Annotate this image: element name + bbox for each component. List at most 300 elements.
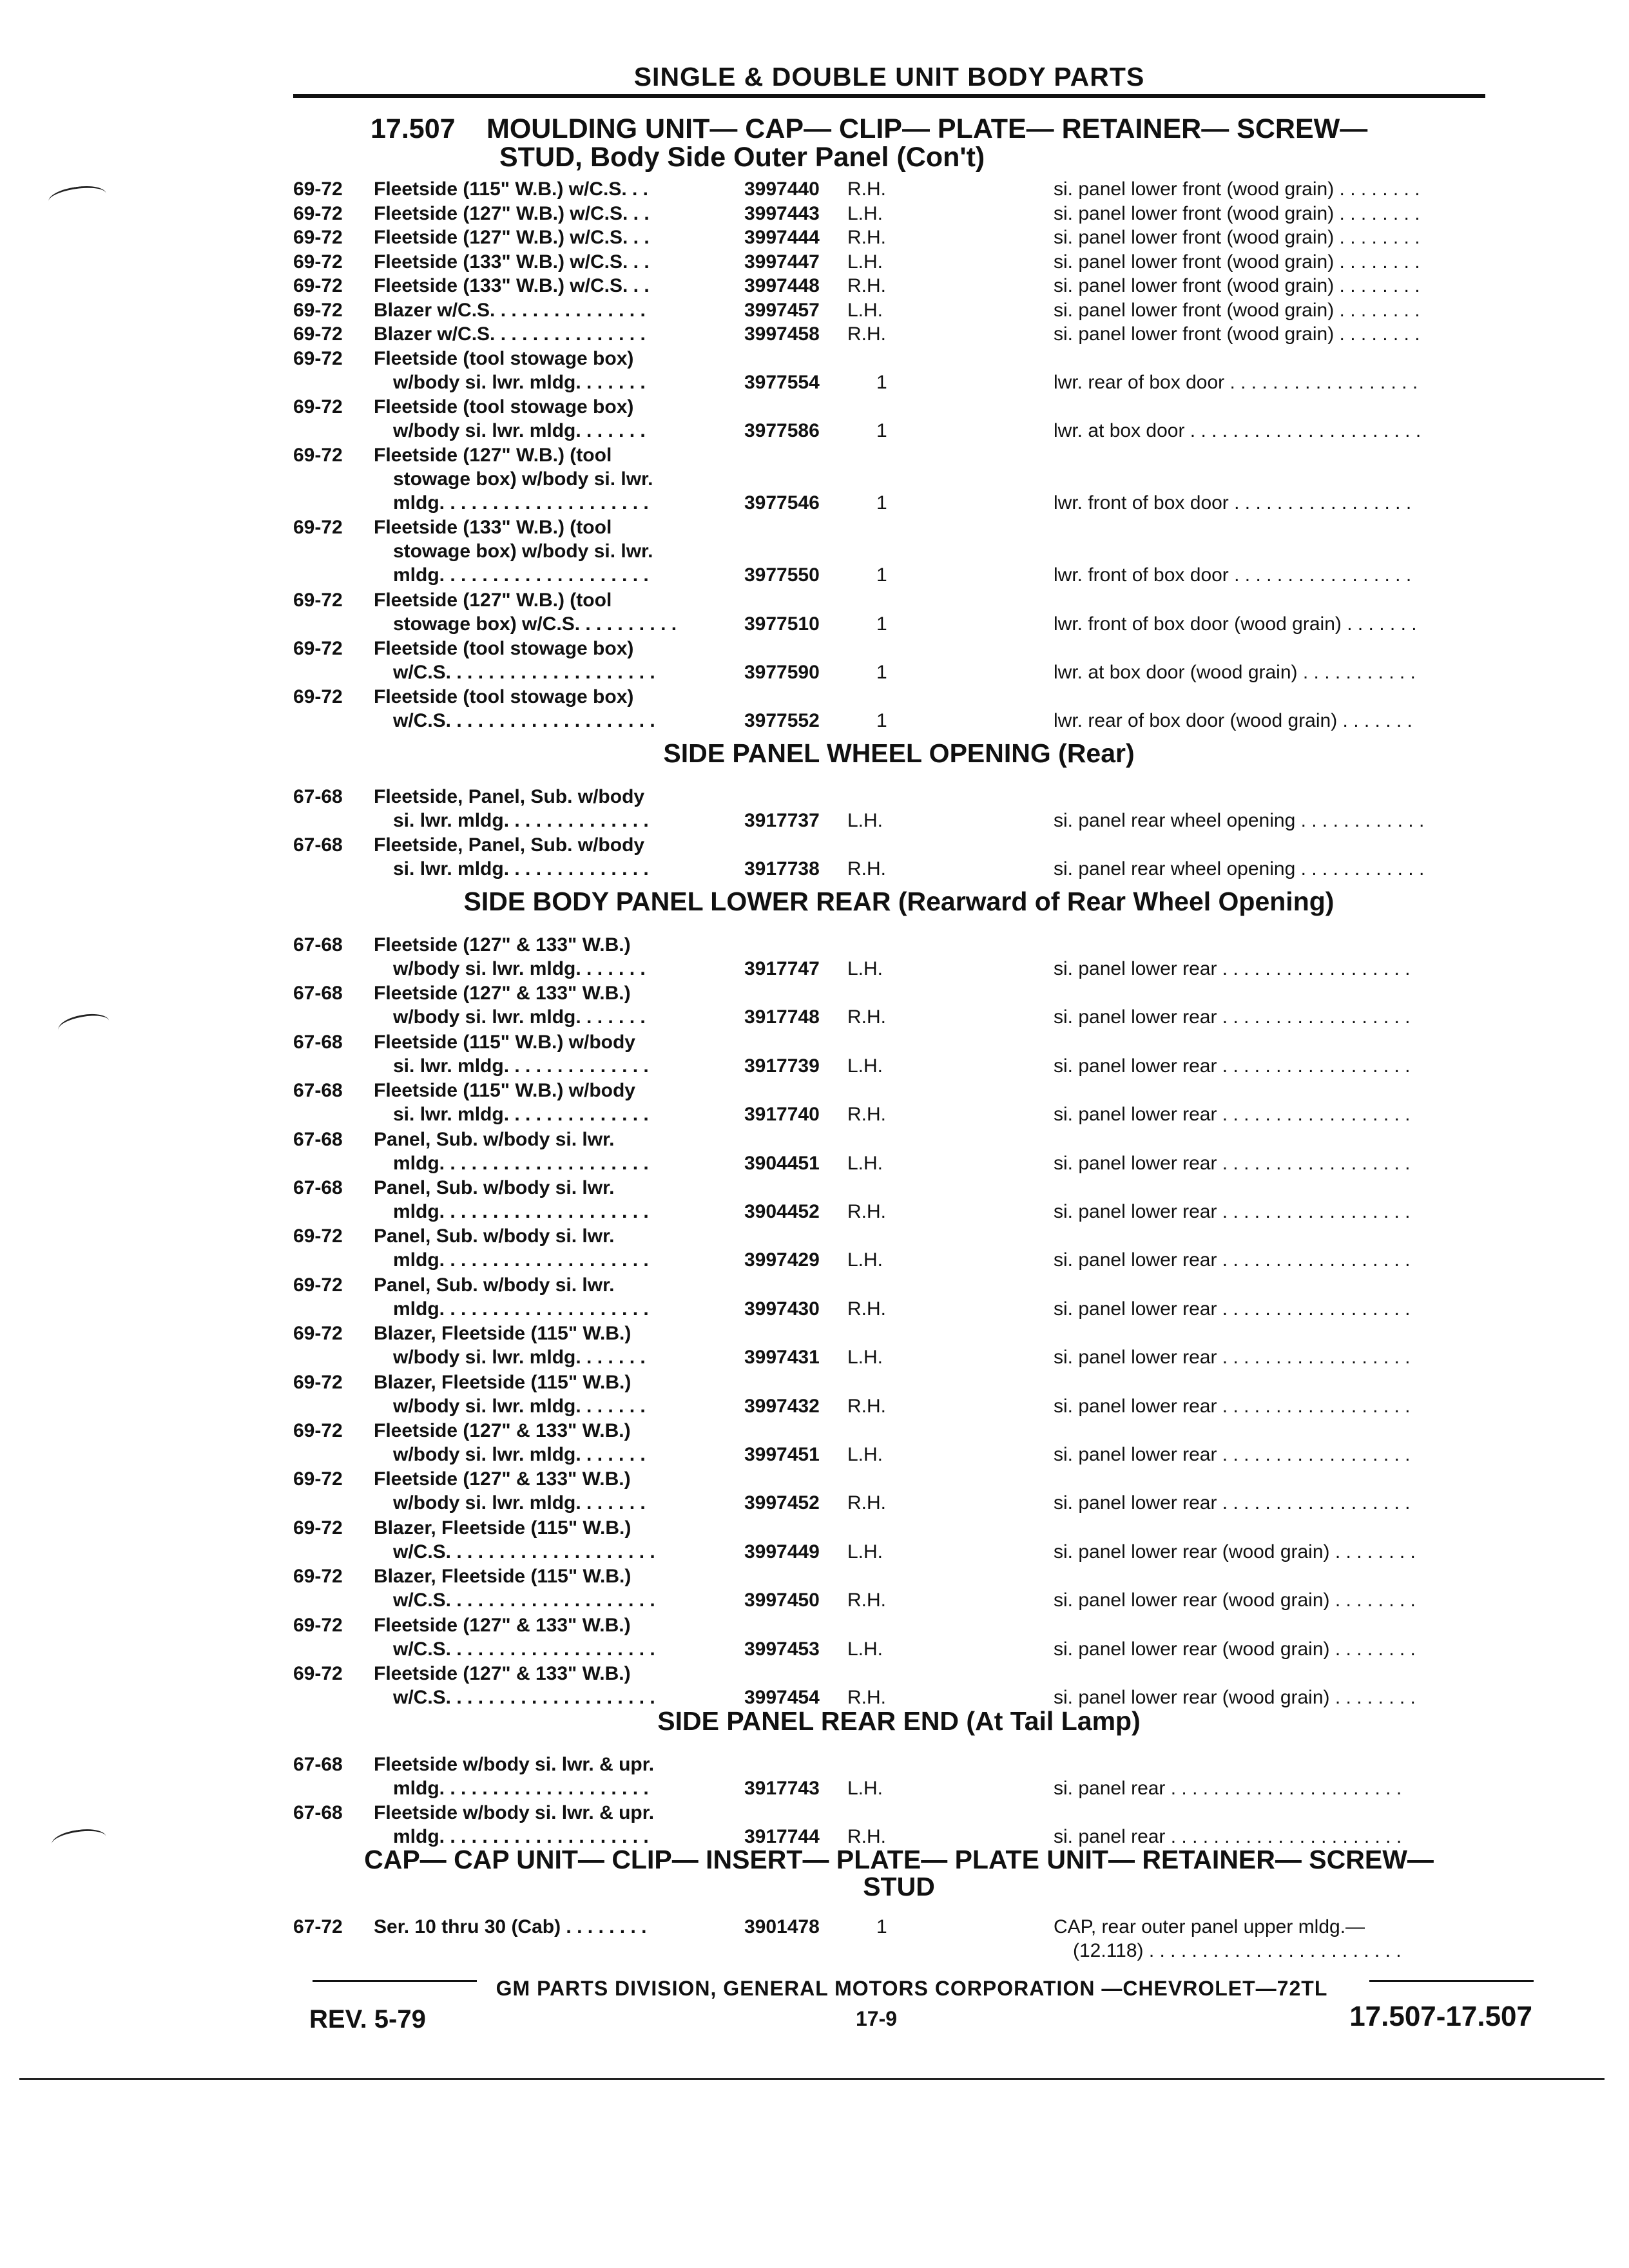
entry-years: 67-68 [293, 1177, 343, 1198]
part-entry [293, 933, 1530, 981]
entry-description: Blazer, Fleetside (115" W.B.) [374, 1517, 631, 1539]
entry-description: w/body si. lwr. mldg. . . . . . . [393, 1492, 646, 1514]
entry-part-number: 3901478 [744, 1916, 820, 1937]
entry-quantity: 1 [876, 1916, 887, 1937]
entry-line [293, 1394, 1530, 1418]
entry-line [293, 1419, 1530, 1443]
entry-line [293, 957, 1530, 981]
entry-part-number: 3997447 [744, 251, 820, 273]
part-entry [293, 395, 1530, 443]
entry-side: L.H. [847, 1249, 883, 1271]
entry-part-name: lwr. front of box door . . . . . . . . . . . . . . . . . [1054, 492, 1412, 514]
entry-line [293, 785, 1530, 809]
entry-side: L.H. [847, 958, 883, 979]
entry-line [293, 1613, 1530, 1637]
entry-description: w/C.S. . . . . . . . . . . . . . . . . . . . [393, 1541, 655, 1562]
entry-years: 69-72 [293, 444, 343, 466]
entry-line [293, 1564, 1530, 1588]
entry-part-number: 3997429 [744, 1249, 820, 1271]
entry-side: R.H. [847, 1006, 886, 1028]
entry-years: 69-72 [293, 1663, 343, 1684]
entry-part-name: lwr. rear of box door (wood grain) . . . . . . . [1054, 709, 1412, 731]
subheading-lower-rear: SIDE BODY PANEL LOWER REAR (Rearward of Rear Wheel Opening) [463, 887, 1335, 916]
entry-years: 67-72 [293, 1916, 343, 1937]
section-heading [371, 115, 1530, 171]
entry-description: w/body si. lwr. mldg. . . . . . . [393, 1006, 646, 1028]
entry-side: L.H. [847, 1638, 883, 1660]
entry-part-number: 3917737 [744, 810, 820, 831]
entry-line [293, 202, 1530, 226]
entry-part-number: 3977510 [744, 613, 820, 635]
part-entry [293, 1467, 1530, 1515]
part-entry [293, 785, 1530, 832]
entry-part-name: si. panel lower rear . . . . . . . . . . . . . . . . . . [1054, 1347, 1411, 1369]
entry-side: R.H. [847, 1298, 886, 1320]
entry-part-number: 3997449 [744, 1541, 820, 1562]
entry-years: 67-68 [293, 786, 343, 807]
part-entry [293, 1176, 1530, 1224]
entry-part-number: 3917747 [744, 958, 820, 979]
entry-description: w/body si. lwr. mldg. . . . . . . [393, 1444, 646, 1465]
entry-part-number: 3977590 [744, 661, 820, 683]
entry-line [293, 1079, 1530, 1102]
entry-line [293, 467, 1530, 491]
entry-part-number: 3904452 [744, 1201, 820, 1222]
entry-line [293, 419, 1530, 443]
subheading-cap-unit [293, 1846, 1505, 1900]
entry-line [293, 1248, 1530, 1272]
entry-description: Panel, Sub. w/body si. lwr. [374, 1225, 615, 1247]
entry-years: 69-72 [293, 1323, 343, 1345]
entry-line [293, 1939, 1530, 1963]
entry-description: mldg. . . . . . . . . . . . . . . . . . . . [393, 1826, 649, 1847]
entry-part-name: si. panel rear . . . . . . . . . . . . . . . . . . . . . . [1054, 1778, 1402, 1799]
entry-part-number: 3997443 [744, 202, 820, 224]
section-title-line2: STUD, Body Side Outer Panel (Con't) [499, 142, 985, 173]
entry-side: R.H. [847, 178, 886, 200]
entry-side: R.H. [847, 1687, 886, 1708]
entry-side: R.H. [847, 858, 886, 879]
entry-line [293, 1005, 1530, 1029]
entry-part-number: 3997457 [744, 299, 820, 321]
entry-part-name: si. panel lower rear . . . . . . . . . . . . . . . . . . [1054, 1395, 1411, 1417]
entry-part-number: 3997448 [744, 275, 820, 296]
entry-part-name: si. panel lower front (wood grain) . . . . . . . . [1054, 275, 1420, 296]
entry-part-name: lwr. front of box door . . . . . . . . . . . . . . . . . [1054, 564, 1412, 586]
entry-years: 69-72 [293, 589, 343, 611]
entry-description: Fleetside (133" W.B.) w/C.S. . . [374, 251, 650, 273]
entry-description: si. lwr. mldg. . . . . . . . . . . . . . [393, 810, 649, 831]
entry-part-number: 3917738 [744, 858, 820, 879]
entry-line [293, 1128, 1530, 1151]
entry-part-number: 3997444 [744, 227, 820, 248]
entry-line [293, 563, 1530, 587]
part-entry [293, 202, 1530, 226]
entry-part-number: 3997453 [744, 1638, 820, 1660]
entry-line [293, 612, 1530, 636]
entry-years: 69-72 [293, 227, 343, 248]
entry-side: L.H. [847, 1778, 883, 1799]
entry-line [293, 370, 1530, 394]
entry-line [293, 250, 1530, 274]
entry-line [293, 933, 1530, 957]
entry-part-name: si. panel lower rear . . . . . . . . . . . . . . . . . . [1054, 1104, 1411, 1126]
entry-years: 69-72 [293, 517, 343, 538]
part-entry [293, 1419, 1530, 1466]
entry-line [293, 1491, 1530, 1515]
entry-description: mldg. . . . . . . . . . . . . . . . . . . . [393, 564, 649, 586]
entry-part-name: lwr. rear of box door . . . . . . . . . . . . . . . . . . [1054, 371, 1418, 393]
entry-years: 67-68 [293, 1802, 343, 1823]
part-entry [293, 1273, 1530, 1321]
entry-description: Blazer w/C.S. . . . . . . . . . . . . . . [374, 299, 646, 321]
entry-quantity: 1 [876, 564, 887, 586]
entry-line [293, 177, 1530, 201]
entry-part-number: 3977550 [744, 564, 820, 586]
entry-part-number: 3977586 [744, 419, 820, 441]
entry-part-name: lwr. front of box door (wood grain) . . . . . . . [1054, 613, 1417, 635]
entry-line [293, 274, 1530, 298]
entry-side: R.H. [847, 1492, 886, 1514]
entry-part-name: si. panel lower rear . . . . . . . . . . . . . . . . . . [1054, 1055, 1411, 1077]
entry-description: stowage box) w/body si. lwr. [393, 541, 653, 562]
part-entry [293, 981, 1530, 1029]
entry-line [293, 1540, 1530, 1564]
entry-description: Fleetside (133" W.B.) w/C.S. . . [374, 275, 650, 296]
entry-description: Fleetside (tool stowage box) [374, 686, 634, 707]
entry-line [293, 588, 1530, 612]
entry-description: w/body si. lwr. mldg. . . . . . . [393, 1395, 646, 1417]
entry-description: mldg. . . . . . . . . . . . . . . . . . . . [393, 1298, 649, 1320]
scan-hole-mark [47, 183, 108, 212]
entry-line [293, 685, 1530, 709]
entry-part-name: si. panel lower rear (wood grain) . . . . . . . . [1054, 1687, 1416, 1708]
entry-line [293, 1443, 1530, 1466]
entry-part-number: 3917740 [744, 1104, 820, 1126]
entry-description: mldg. . . . . . . . . . . . . . . . . . . . [393, 1201, 649, 1222]
entry-description: w/body si. lwr. mldg. . . . . . . [393, 419, 646, 441]
entry-line [293, 857, 1530, 881]
entry-part-name: si. panel lower rear . . . . . . . . . . . . . . . . . . [1054, 1298, 1411, 1320]
entry-line [293, 1030, 1530, 1054]
entry-quantity: 1 [876, 613, 887, 635]
entry-description: Blazer, Fleetside (115" W.B.) [374, 1566, 631, 1588]
footer-revision: REV. 5-79 [309, 2005, 426, 2033]
entry-line [293, 1102, 1530, 1126]
part-entry [293, 347, 1530, 394]
entry-description: stowage box) w/C.S. . . . . . . . . . [393, 613, 677, 635]
entry-part-name: si. panel lower rear . . . . . . . . . . . . . . . . . . [1054, 1201, 1411, 1222]
entry-part-number: 3997431 [744, 1347, 820, 1369]
entry-part-number: 3997450 [744, 1590, 820, 1611]
entry-years: 69-72 [293, 637, 343, 659]
entry-years: 69-72 [293, 299, 343, 321]
entry-part-name: si. panel lower rear . . . . . . . . . . . . . . . . . . [1054, 958, 1411, 979]
entry-years: 67-68 [293, 834, 343, 856]
footer-section-range: 17.507-17.507 [1349, 2001, 1532, 2032]
entry-quantity: 1 [876, 371, 887, 393]
entry-description: Fleetside (tool stowage box) [374, 396, 634, 418]
entry-description: Fleetside (133" W.B.) (tool [374, 517, 612, 538]
entry-line [293, 1297, 1530, 1321]
entry-line [293, 1637, 1530, 1661]
entry-part-name: si. panel rear wheel opening . . . . . . . . . . . . [1054, 858, 1425, 879]
entry-part-number: 3917744 [744, 1826, 820, 1847]
entry-years: 69-72 [293, 1371, 343, 1393]
part-entry [293, 1079, 1530, 1126]
entry-part-name: si. panel lower front (wood grain) . . . . . . . . [1054, 251, 1420, 273]
entry-description: Fleetside (115" W.B.) w/body [374, 1080, 635, 1102]
part-entry [293, 443, 1530, 515]
part-entry [293, 1613, 1530, 1661]
entry-side: L.H. [847, 1347, 883, 1369]
entry-line [293, 395, 1530, 419]
entry-part-name: si. panel lower rear . . . . . . . . . . . . . . . . . . [1054, 1152, 1411, 1174]
entry-side: R.H. [847, 323, 886, 345]
entry-line [293, 1467, 1530, 1491]
entry-part-number: 3997451 [744, 1444, 820, 1465]
entry-part-name: si. panel lower rear . . . . . . . . . . . . . . . . . . [1054, 1492, 1411, 1514]
page-header-title: SINGLE & DOUBLE UNIT BODY PARTS [633, 62, 1145, 91]
entry-years: 69-72 [293, 686, 343, 707]
entry-part-name: CAP, rear outer panel upper mldg.— [1054, 1916, 1365, 1937]
entry-part-name: si. panel lower rear . . . . . . . . . . . . . . . . . . [1054, 1006, 1411, 1028]
entry-side: R.H. [847, 1395, 886, 1417]
entry-side: R.H. [847, 1590, 886, 1611]
entry-description: si. lwr. mldg. . . . . . . . . . . . . . [393, 1055, 649, 1077]
part-entry [293, 250, 1530, 274]
entry-description: Fleetside (127" & 133" W.B.) [374, 934, 631, 956]
entry-years: 69-72 [293, 202, 343, 224]
entry-years: 69-72 [293, 178, 343, 200]
part-entry [293, 1224, 1530, 1272]
entry-part-name: si. panel lower front (wood grain) . . . . . . . . [1054, 227, 1420, 248]
entry-line [293, 637, 1530, 660]
entry-line [293, 1753, 1530, 1776]
entry-description: si. lwr. mldg. . . . . . . . . . . . . . [393, 1104, 649, 1126]
entry-description: Fleetside (127" & 133" W.B.) [374, 1663, 631, 1684]
entry-description: w/C.S. . . . . . . . . . . . . . . . . . . . [393, 661, 655, 683]
part-entry [293, 1801, 1530, 1849]
entry-line [293, 1588, 1530, 1612]
entry-line [293, 809, 1530, 832]
entry-part-name: si. panel rear . . . . . . . . . . . . . . . . . . . . . . [1054, 1826, 1402, 1847]
entry-part-number: 3917739 [744, 1055, 820, 1077]
entry-line [293, 1321, 1530, 1345]
part-entry [293, 1564, 1530, 1612]
entry-part-name: si. panel lower front (wood grain) . . . . . . . . [1054, 202, 1420, 224]
entry-side: L.H. [847, 1055, 883, 1077]
entry-side: L.H. [847, 202, 883, 224]
entry-description: mldg. . . . . . . . . . . . . . . . . . . . [393, 492, 649, 514]
entry-description: w/body si. lwr. mldg. . . . . . . [393, 1347, 646, 1369]
entry-part-number: 3997452 [744, 1492, 820, 1514]
entry-side: L.H. [847, 299, 883, 321]
entry-years: 69-72 [293, 1468, 343, 1490]
page-bottom-rule [19, 2078, 1605, 2080]
entry-side: L.H. [847, 251, 883, 273]
entry-line [293, 1200, 1530, 1224]
entry-part-name: si. panel lower front (wood grain) . . . . . . . . [1054, 323, 1420, 345]
subheading-cap-unit-line2: STUD [863, 1872, 935, 1901]
entry-line [293, 539, 1530, 563]
scan-hole-mark [50, 1826, 108, 1855]
entry-line [293, 660, 1530, 684]
entry-line [293, 298, 1530, 322]
part-entry [293, 637, 1530, 684]
entry-description: Panel, Sub. w/body si. lwr. [374, 1128, 615, 1150]
entry-description: Fleetside w/body si. lwr. & upr. [374, 1754, 655, 1775]
entry-side: R.H. [847, 1104, 886, 1126]
entry-part-number: 3977554 [744, 371, 820, 393]
entry-line [293, 1662, 1530, 1686]
entry-years: 69-72 [293, 1420, 343, 1441]
entry-description: Blazer, Fleetside (115" W.B.) [374, 1323, 631, 1345]
scan-hole-mark [57, 1010, 111, 1040]
entry-line [293, 515, 1530, 539]
entry-part-name: si. panel lower rear (wood grain) . . . . . . . . [1054, 1590, 1416, 1611]
entry-line [293, 347, 1530, 370]
entry-description: Fleetside, Panel, Sub. w/body [374, 786, 645, 807]
entry-years: 67-68 [293, 1754, 343, 1775]
part-entry [293, 322, 1530, 346]
entry-part-name: si. panel lower front (wood grain) . . . . . . . . [1054, 178, 1420, 200]
entry-line [293, 1345, 1530, 1369]
entry-description: Fleetside, Panel, Sub. w/body [374, 834, 645, 856]
footer-corporation: GM PARTS DIVISION, GENERAL MOTORS CORPORATION —CHEVROLET—72TL [496, 1977, 1328, 2000]
entry-quantity: 1 [876, 661, 887, 683]
entry-description: Fleetside (127" & 133" W.B.) [374, 983, 631, 1004]
entry-description: mldg. . . . . . . . . . . . . . . . . . . . [393, 1152, 649, 1174]
entry-part-number: 3997454 [744, 1687, 820, 1708]
entry-description: Blazer w/C.S. . . . . . . . . . . . . . . [374, 323, 646, 345]
part-entry [293, 685, 1530, 733]
entry-side: L.H. [847, 1444, 883, 1465]
entry-description: Fleetside w/body si. lwr. & upr. [374, 1802, 655, 1823]
entry-description: stowage box) w/body si. lwr. [393, 468, 653, 490]
entry-description: Fleetside (115" W.B.) w/C.S. . . [374, 178, 649, 200]
entry-years: 69-72 [293, 347, 343, 369]
entry-years: 69-72 [293, 1517, 343, 1539]
entry-description: Fleetside (115" W.B.) w/body [374, 1031, 635, 1053]
entry-description: mldg. . . . . . . . . . . . . . . . . . . . [393, 1249, 649, 1271]
entry-part-name-continued: (12.118) . . . . . . . . . . . . . . . . . . . . . . . . [1073, 1940, 1402, 1961]
entry-description: Fleetside (127" W.B.) (tool [374, 444, 612, 466]
part-entry [293, 274, 1530, 298]
entry-line [293, 981, 1530, 1005]
entry-side: R.H. [847, 227, 886, 248]
part-entry [293, 298, 1530, 322]
part-entry [293, 588, 1530, 636]
entry-description: w/C.S. . . . . . . . . . . . . . . . . . . . [393, 1687, 655, 1708]
entry-description: Fleetside (tool stowage box) [374, 347, 634, 369]
entry-description: Fleetside (127" W.B.) (tool [374, 589, 612, 611]
entry-side: R.H. [847, 1201, 886, 1222]
entry-years: 67-68 [293, 1031, 343, 1053]
entry-line [293, 443, 1530, 467]
entry-years: 69-72 [293, 396, 343, 418]
entry-part-name: si. panel lower front (wood grain) . . . . . . . . [1054, 299, 1420, 321]
part-entry [293, 1516, 1530, 1564]
subheading-wheel-opening: SIDE PANEL WHEEL OPENING (Rear) [663, 738, 1135, 768]
entry-line [293, 1224, 1530, 1248]
entry-part-name: si. panel lower rear . . . . . . . . . . . . . . . . . . [1054, 1249, 1411, 1271]
entry-description: Ser. 10 thru 30 (Cab) . . . . . . . . [374, 1916, 647, 1937]
entry-part-name: lwr. at box door . . . . . . . . . . . . . . . . . . . . . . [1054, 419, 1422, 441]
header-rule [293, 94, 1485, 98]
entry-line [293, 1370, 1530, 1394]
entry-description: Fleetside (127" & 133" W.B.) [374, 1614, 631, 1636]
entry-description: si. lwr. mldg. . . . . . . . . . . . . . [393, 858, 649, 879]
entry-part-name: si. panel lower rear (wood grain) . . . . . . . . [1054, 1638, 1416, 1660]
entry-part-number: 3977552 [744, 709, 820, 731]
entry-line [293, 1151, 1530, 1175]
entry-quantity: 1 [876, 709, 887, 731]
entry-description: w/C.S. . . . . . . . . . . . . . . . . . . . [393, 709, 655, 731]
entry-side: R.H. [847, 1826, 886, 1847]
entry-years: 69-72 [293, 1225, 343, 1247]
entry-years: 69-72 [293, 323, 343, 345]
entry-quantity: 1 [876, 419, 887, 441]
entry-description: Fleetside (127" W.B.) w/C.S. . . [374, 227, 650, 248]
part-entry [293, 177, 1530, 201]
entry-years: 69-72 [293, 1614, 343, 1636]
part-entry [293, 226, 1530, 249]
entry-side: L.H. [847, 1152, 883, 1174]
subheading-cap-unit-line1: CAP— CAP UNIT— CLIP— INSERT— PLATE— PLATE UNIT— RETAINER— SCREW— [364, 1845, 1434, 1874]
part-entry [293, 1370, 1530, 1418]
part-entry [293, 1915, 1530, 1963]
part-entry [293, 833, 1530, 881]
entry-years: 67-68 [293, 1128, 343, 1150]
entry-description: mldg. . . . . . . . . . . . . . . . . . . . [393, 1778, 649, 1799]
entry-line [293, 1516, 1530, 1540]
entry-part-name: lwr. at box door (wood grain) . . . . . . . . . . . [1054, 661, 1416, 683]
entry-quantity: 1 [876, 492, 887, 514]
entry-line [293, 226, 1530, 249]
part-entry [293, 1128, 1530, 1175]
entry-description: Fleetside (127" & 133" W.B.) [374, 1468, 631, 1490]
entry-line [293, 322, 1530, 346]
entry-years: 67-68 [293, 1080, 343, 1102]
footer-page-number: 17-9 [855, 2007, 898, 2030]
entry-line [293, 1176, 1530, 1200]
entry-part-number: 3997458 [744, 323, 820, 345]
entry-line [293, 1801, 1530, 1825]
section-number: 17.507 [371, 113, 456, 144]
entry-side: L.H. [847, 810, 883, 831]
entry-part-number: 3997440 [744, 178, 820, 200]
entry-description: Panel, Sub. w/body si. lwr. [374, 1177, 615, 1198]
entry-part-number: 3977546 [744, 492, 820, 514]
entry-years: 69-72 [293, 251, 343, 273]
entry-description: Fleetside (127" W.B.) w/C.S. . . [374, 202, 650, 224]
subheading-rear-end: SIDE PANEL REAR END (At Tail Lamp) [657, 1706, 1141, 1736]
part-entry [293, 515, 1530, 587]
entry-description: w/body si. lwr. mldg. . . . . . . [393, 958, 646, 979]
entry-line [293, 833, 1530, 857]
entry-years: 69-72 [293, 275, 343, 296]
part-entry [293, 1662, 1530, 1709]
entry-part-number: 3904451 [744, 1152, 820, 1174]
entry-part-number: 3997432 [744, 1395, 820, 1417]
entry-description: Fleetside (tool stowage box) [374, 637, 634, 659]
entry-line [293, 1915, 1530, 1939]
entry-line [293, 1054, 1530, 1078]
entry-part-number: 3917743 [744, 1778, 820, 1799]
entry-line [293, 1776, 1530, 1800]
entry-description: w/body si. lwr. mldg. . . . . . . [393, 371, 646, 393]
